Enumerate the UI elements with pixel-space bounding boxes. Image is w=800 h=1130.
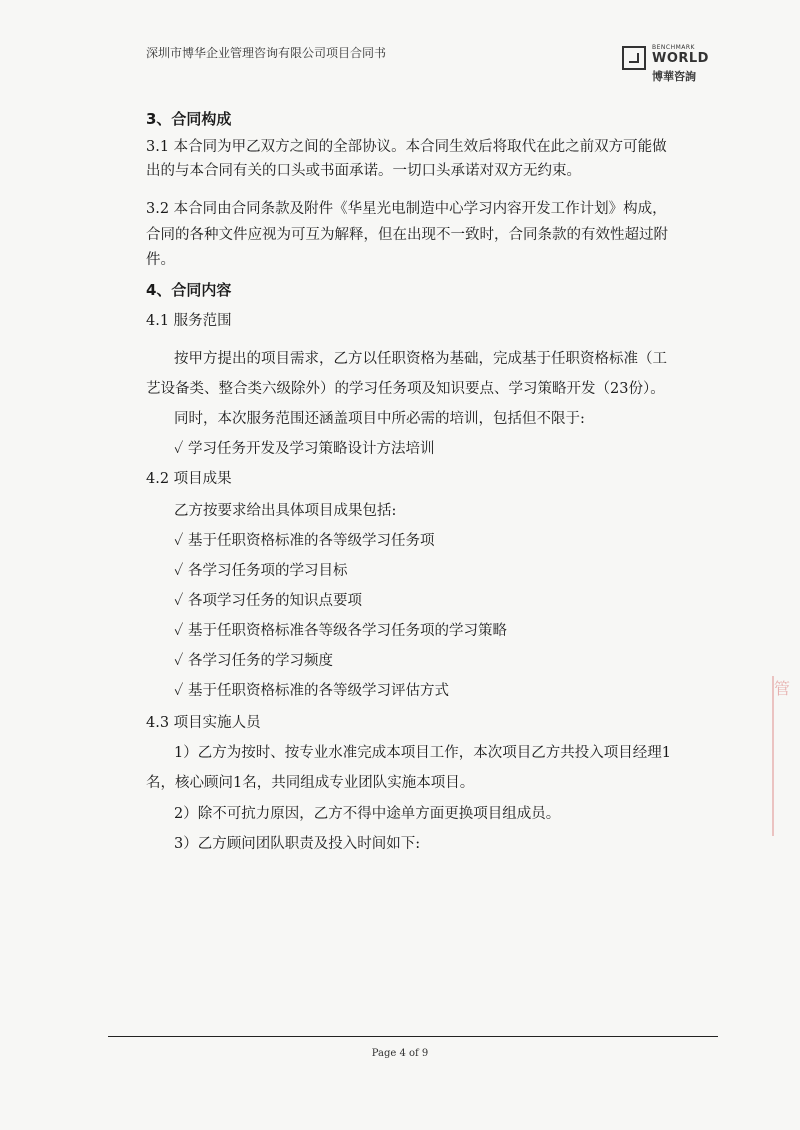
body-line: 2）除不可抗力原因，乙方不得中途单方面更换项目组成员。 [174,806,561,822]
body-line: 3.1 本合同为甲乙双方之间的全部协议。本合同生效后将取代在此之前双方可能做 [146,139,667,155]
logo-mark-icon [622,46,646,70]
body-line: 合同的各种文件应视为可互为解释，但在出现不一致时，合同条款的有效性超过附 [146,227,668,243]
body-line: ✓ 各学习任务的学习频度 [174,653,333,669]
page-number: Page 4 of 9 [371,1048,429,1059]
section-heading: 4、合同内容 [146,281,232,299]
body-line: 乙方按要求给出具体项目成果包括: [174,503,397,519]
logo-chinese-text: 博華咨詢 [652,70,696,83]
body-line: 4.1 服务范围 [146,313,232,329]
body-line: ✓ 基于任职资格标准的各等级学习评估方式 [174,683,449,699]
header-company-name: 深圳市博华企业管理咨询有限公司项目合同书 [146,46,387,60]
body-line: 3）乙方顾问团队职责及投入时间如下: [174,836,421,852]
body-line: ✓ 各项学习任务的知识点要项 [174,593,362,609]
body-line: 4.3 项目实施人员 [146,715,261,731]
section-heading: 3、合同构成 [146,110,232,128]
footer-divider [108,1036,718,1037]
company-logo [622,42,732,86]
logo-world-text: WORLD [652,51,709,66]
body-line: 按甲方提出的项目需求，乙方以任职资格为基础，完成基于任职资格标准（工 [174,351,667,367]
body-line: 出的与本合同有关的口头或书面承诺。一切口头承诺对双方无约束。 [146,163,581,179]
body-line: ✓ 学习任务开发及学习策略设计方法培训 [174,441,435,457]
body-line: 4.2 项目成果 [146,471,232,487]
body-line: 名，核心顾问1名，共同组成专业团队实施本项目。 [146,775,475,791]
red-seal-fragment [772,676,800,836]
body-line: ✓ 基于任职资格标准的各等级学习任务项 [174,533,435,549]
seal-character: 管 [774,679,791,698]
logo-benchmark-text: BENCHMARK [652,44,695,51]
body-line: 件。 [146,252,175,268]
body-line: 1）乙方为按时、按专业水准完成本项目工作，本次项目乙方共投入项目经理1 [174,745,671,761]
body-line: 3.2 本合同由合同条款及附件《华星光电制造中心学习内容开发工作计划》构成， [146,201,667,217]
body-line: ✓ 基于任职资格标准各等级各学习任务项的学习策略 [174,623,507,639]
body-line: ✓ 各学习任务项的学习目标 [174,563,348,579]
body-line: 同时，本次服务范围还涵盖项目中所必需的培训，包括但不限于: [174,411,585,427]
body-line: 艺设备类、整合类六级除外）的学习任务项及知识要点、学习策略开发（23份）。 [146,381,665,397]
